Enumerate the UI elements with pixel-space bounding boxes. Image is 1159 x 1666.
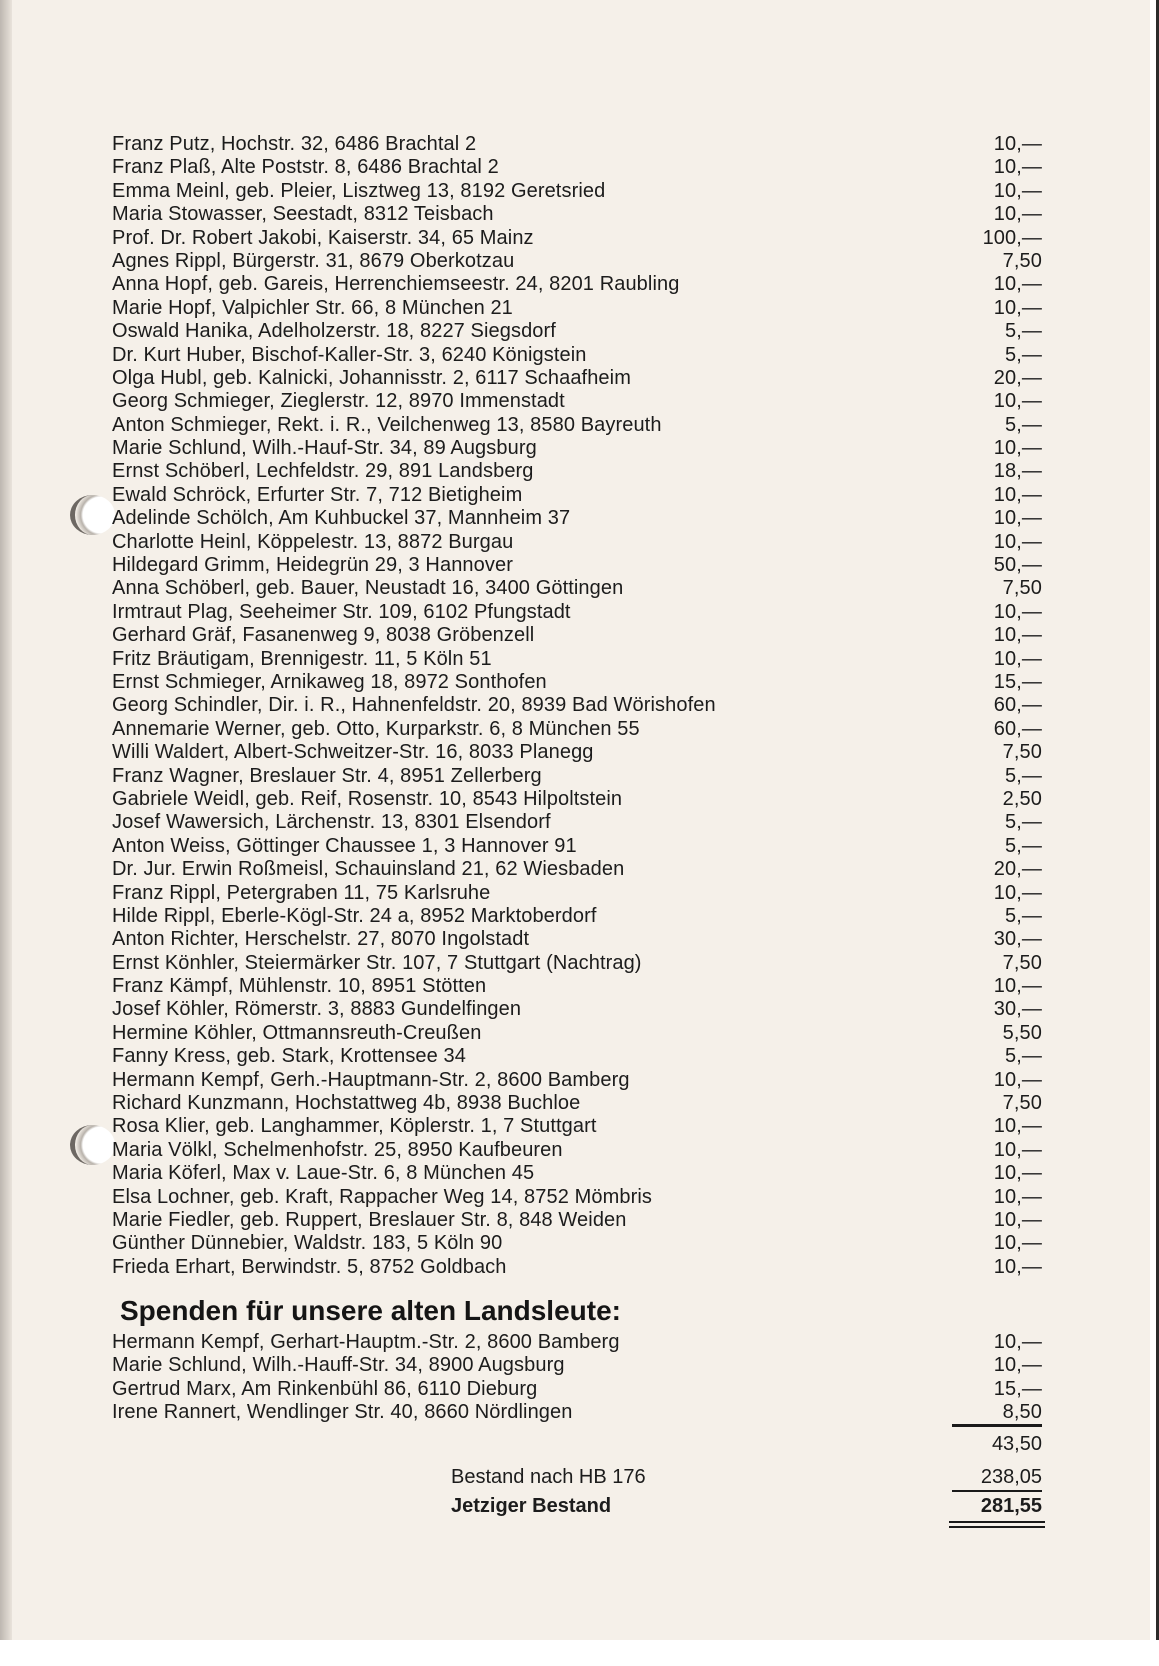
donor-row xyxy=(112,952,1042,975)
elder-donor-list xyxy=(112,1331,1042,1425)
total-double-underline-bottom xyxy=(949,1526,1045,1528)
donor-row xyxy=(112,297,1042,320)
donation-amount: 60,— xyxy=(993,694,1042,717)
donor-name: Franz Wagner, Breslauer Str. 4, 8951 Zellerberg xyxy=(112,764,542,787)
donor-row xyxy=(112,1022,1042,1045)
donation-amount: 10,— xyxy=(993,1232,1042,1255)
donor-name: Franz Kämpf, Mühlenstr. 10, 8951 Stötten xyxy=(112,975,487,998)
donation-amount: 7,50 xyxy=(1002,951,1042,974)
donor-row xyxy=(112,905,1042,928)
binding-spine xyxy=(0,0,12,1640)
donor-name: Josef Wawersich, Lärchenstr. 13, 8301 Elsendorf xyxy=(112,811,551,834)
donor-row xyxy=(112,1045,1042,1068)
donation-amount: 10,— xyxy=(993,156,1042,179)
donation-amount: 10,— xyxy=(993,273,1042,296)
donation-amount: 7,50 xyxy=(1002,577,1042,600)
donor-row xyxy=(112,1331,1042,1354)
donor-row xyxy=(112,390,1042,413)
donor-name: Anton Richter, Herschelstr. 27, 8070 Ingolstadt xyxy=(112,928,530,951)
donor-row xyxy=(112,1354,1042,1377)
donation-amount: 8,50 xyxy=(1002,1401,1042,1424)
donor-row xyxy=(112,811,1042,834)
donor-row xyxy=(112,227,1042,250)
donor-name: Dr. Jur. Erwin Roßmeisl, Schauinsland 21, 62 Wiesbaden xyxy=(112,858,625,881)
donation-amount: 5,— xyxy=(1005,764,1042,787)
donor-name: Franz Putz, Hochstr. 32, 6486 Brachtal 2 xyxy=(112,133,477,155)
donor-name: Irmtraut Plag, Seeheimer Str. 109, 6102 Pfungstadt xyxy=(112,600,571,623)
donation-amount: 7,50 xyxy=(1002,1092,1042,1115)
donor-name: Adelinde Schölch, Am Kuhbuckel 37, Mannheim 37 xyxy=(112,507,571,530)
donor-name: Fanny Kress, geb. Stark, Krottensee 34 xyxy=(112,1045,466,1068)
donor-row xyxy=(112,1115,1042,1138)
donation-amount: 10,— xyxy=(993,1115,1042,1138)
donor-row xyxy=(112,975,1042,998)
donation-amount: 10,— xyxy=(993,1068,1042,1091)
donation-amount: 5,— xyxy=(1005,343,1042,366)
donor-row xyxy=(112,765,1042,788)
donation-amount: 10,— xyxy=(993,507,1042,530)
donor-name: Gabriele Weidl, geb. Reif, Rosenstr. 10, 8543 Hilpoltstein xyxy=(112,787,623,810)
donation-amount: 5,— xyxy=(1005,320,1042,343)
donor-name: Frieda Erhart, Berwindstr. 5, 8752 Goldbach xyxy=(112,1255,507,1278)
donor-name: Ewald Schröck, Erfurter Str. 7, 712 Bietigheim xyxy=(112,483,523,506)
donor-row xyxy=(112,367,1042,390)
donation-amount: 15,— xyxy=(993,670,1042,693)
donation-amount: 10,— xyxy=(993,624,1042,647)
donor-row xyxy=(112,671,1042,694)
donation-amount: 10,— xyxy=(993,296,1042,319)
donation-amount: 100,— xyxy=(982,226,1042,249)
donor-name: Agnes Rippl, Bürgerstr. 31, 8679 Oberkotzau xyxy=(112,249,515,272)
donor-name: Ernst Könhler, Steiermärker Str. 107, 7 Stuttgart (Nachtrag) xyxy=(112,951,642,974)
donor-row xyxy=(112,554,1042,577)
donation-amount: 15,— xyxy=(993,1377,1042,1400)
current-balance-label: Jetziger Bestand xyxy=(451,1495,612,1517)
donation-amount: 10,— xyxy=(993,133,1042,155)
donor-name: Gertrud Marx, Am Rinkenbühl 86, 6110 Dieburg xyxy=(112,1377,538,1400)
donor-row xyxy=(112,460,1042,483)
donation-amount: 10,— xyxy=(993,483,1042,506)
donation-amount: 10,— xyxy=(993,1138,1042,1161)
donor-name: Maria Völkl, Schelmenhofstr. 25, 8950 Kaufbeuren xyxy=(112,1138,563,1161)
donor-row xyxy=(112,1092,1042,1115)
donor-row xyxy=(112,484,1042,507)
donor-name: Ernst Schmieger, Arnikaweg 18, 8972 Sonthofen xyxy=(112,670,547,693)
donation-amount: 10,— xyxy=(993,1354,1042,1377)
donor-name: Elsa Lochner, geb. Kraft, Rappacher Weg 14, 8752 Mömbris xyxy=(112,1185,652,1208)
donor-row xyxy=(112,414,1042,437)
donor-name: Maria Stowasser, Seestadt, 8312 Teisbach xyxy=(112,203,494,226)
donor-row xyxy=(112,788,1042,811)
donor-name: Marie Fiedler, geb. Ruppert, Breslauer Str. 8, 848 Weiden xyxy=(112,1208,627,1231)
punch-hole xyxy=(70,1125,115,1165)
donation-amount: 30,— xyxy=(993,928,1042,951)
donor-name: Anton Schmieger, Rekt. i. R., Veilchenweg 13, 8580 Bayreuth xyxy=(112,413,662,436)
donor-name: Hilde Rippl, Eberle-Kögl-Str. 24 a, 8952 Marktoberdorf xyxy=(112,904,597,927)
donor-name: Anna Schöberl, geb. Bauer, Neustadt 16, 3400 Göttingen xyxy=(112,577,624,600)
current-balance-value: 281,55 xyxy=(980,1495,1042,1517)
donor-name: Annemarie Werner, geb. Otto, Kurparkstr. 6, 8 München 55 xyxy=(112,717,640,740)
donor-row xyxy=(112,718,1042,741)
donor-row xyxy=(112,835,1042,858)
donor-row xyxy=(112,1139,1042,1162)
donor-name: Richard Kunzmann, Hochstattweg 4b, 8938 Buchloe xyxy=(112,1092,581,1115)
donor-name: Emma Meinl, geb. Pleier, Lisztweg 13, 8192 Geretsried xyxy=(112,179,606,202)
donor-name: Josef Köhler, Römerstr. 3, 8883 Gundelfingen xyxy=(112,998,522,1021)
donor-list xyxy=(112,133,1042,1279)
donor-row xyxy=(112,203,1042,226)
donor-name: Charlotte Heinl, Köppelestr. 13, 8872 Burgau xyxy=(112,530,514,553)
donation-amount: 10,— xyxy=(993,975,1042,998)
donation-amount: 7,50 xyxy=(1002,249,1042,272)
previous-balance-underline xyxy=(952,1490,1042,1492)
donation-amount: 10,— xyxy=(993,1255,1042,1278)
donor-row xyxy=(112,250,1042,273)
donation-amount: 50,— xyxy=(993,554,1042,577)
sum-underline xyxy=(952,1424,1042,1427)
donor-row xyxy=(112,858,1042,881)
donor-name: Oswald Hanika, Adelholzerstr. 18, 8227 Siegsdorf xyxy=(112,320,556,343)
donor-row xyxy=(112,1162,1042,1185)
donor-name: Maria Köferl, Max v. Laue-Str. 6, 8 München 45 xyxy=(112,1162,535,1185)
donor-row xyxy=(112,133,1042,156)
section-heading: Spenden für unsere alten Landsleute: xyxy=(120,1295,621,1326)
donor-row xyxy=(112,577,1042,600)
donor-name: Franz Plaß, Alte Poststr. 8, 6486 Brachtal 2 xyxy=(112,156,499,179)
donation-amount: 20,— xyxy=(993,366,1042,389)
donor-name: Irene Rannert, Wendlinger Str. 40, 8660 Nördlingen xyxy=(112,1401,573,1424)
donor-name: Georg Schindler, Dir. i. R., Hahnenfeldstr. 20, 8939 Bad Wörishofen xyxy=(112,694,716,717)
donation-amount: 10,— xyxy=(993,647,1042,670)
donor-row xyxy=(112,624,1042,647)
donor-name: Anton Weiss, Göttinger Chaussee 1, 3 Hannover 91 xyxy=(112,834,577,857)
donor-row xyxy=(112,320,1042,343)
donor-row xyxy=(112,741,1042,764)
donation-amount: 5,— xyxy=(1005,834,1042,857)
donor-row xyxy=(112,1069,1042,1092)
total-double-underline-top xyxy=(949,1521,1045,1523)
donation-amount: 10,— xyxy=(993,881,1042,904)
donor-row xyxy=(112,601,1042,624)
donor-row xyxy=(112,344,1042,367)
donor-row xyxy=(112,1186,1042,1209)
donor-row xyxy=(112,1256,1042,1279)
scan-margin xyxy=(0,1640,1159,1666)
donation-amount: 2,50 xyxy=(1002,787,1042,810)
donor-name: Marie Schlund, Wilh.-Hauf-Str. 34, 89 Augsburg xyxy=(112,437,537,460)
previous-balance-label: Bestand nach HB 176 xyxy=(451,1466,646,1488)
donation-amount: 20,— xyxy=(993,858,1042,881)
donor-name: Gerhard Gräf, Fasanenweg 9, 8038 Gröbenzell xyxy=(112,624,535,647)
donor-name: Hermann Kempf, Gerh.-Hauptmann-Str. 2, 8600 Bamberg xyxy=(112,1068,630,1091)
donor-name: Hildegard Grimm, Heidegrün 29, 3 Hannover xyxy=(112,554,513,577)
donor-name: Hermine Köhler, Ottmannsreuth-Creußen xyxy=(112,1021,482,1044)
donor-row xyxy=(112,156,1042,179)
donor-row xyxy=(112,1401,1042,1424)
donation-amount: 5,— xyxy=(1005,904,1042,927)
donor-row xyxy=(112,273,1042,296)
donation-amount: 10,— xyxy=(993,1185,1042,1208)
donation-amount: 60,— xyxy=(993,717,1042,740)
donor-name: Anna Hopf, geb. Gareis, Herrenchiemseestr. 24, 8201 Raubling xyxy=(112,273,680,296)
previous-balance-value: 238,05 xyxy=(980,1466,1042,1488)
donor-name: Hermann Kempf, Gerhart-Hauptm.-Str. 2, 8600 Bamberg xyxy=(112,1331,620,1353)
donor-row xyxy=(112,928,1042,951)
donor-row xyxy=(112,648,1042,671)
donation-amount: 5,50 xyxy=(1002,1021,1042,1044)
donation-amount: 5,— xyxy=(1005,811,1042,834)
donation-amount: 10,— xyxy=(993,530,1042,553)
donation-amount: 10,— xyxy=(993,179,1042,202)
donor-name: Günther Dünnebier, Waldstr. 183, 5 Köln 90 xyxy=(112,1232,503,1255)
donation-amount: 10,— xyxy=(993,390,1042,413)
donor-row xyxy=(112,531,1042,554)
donor-name: Marie Schlund, Wilh.-Hauff-Str. 34, 8900 Augsburg xyxy=(112,1354,565,1377)
donor-name: Prof. Dr. Robert Jakobi, Kaiserstr. 34, 65 Mainz xyxy=(112,226,534,249)
punch-hole xyxy=(70,495,115,535)
donation-amount: 10,— xyxy=(993,600,1042,623)
donation-amount: 30,— xyxy=(993,998,1042,1021)
donor-name: Ernst Schöberl, Lechfeldstr. 29, 891 Landsberg xyxy=(112,460,534,483)
donation-amount: 10,— xyxy=(993,1331,1042,1353)
donor-row xyxy=(112,1209,1042,1232)
donor-name: Georg Schmieger, Zieglerstr. 12, 8970 Immenstadt xyxy=(112,390,565,413)
donation-amount: 10,— xyxy=(993,437,1042,460)
donor-row xyxy=(112,1378,1042,1401)
donor-row xyxy=(112,1232,1042,1255)
donor-row xyxy=(112,998,1042,1021)
donor-row xyxy=(112,507,1042,530)
donor-name: Rosa Klier, geb. Langhammer, Köplerstr. 1, 7 Stuttgart xyxy=(112,1115,597,1138)
donor-name: Franz Rippl, Petergraben 11, 75 Karlsruhe xyxy=(112,881,491,904)
donation-amount: 10,— xyxy=(993,1208,1042,1231)
donor-row xyxy=(112,437,1042,460)
donor-name: Dr. Kurt Huber, Bischof-Kaller-Str. 3, 6240 Königstein xyxy=(112,343,587,366)
donation-amount: 5,— xyxy=(1005,1045,1042,1068)
donation-amount: 10,— xyxy=(993,1162,1042,1185)
donation-amount: 5,— xyxy=(1005,413,1042,436)
donor-row xyxy=(112,180,1042,203)
donor-name: Olga Hubl, geb. Kalnicki, Johannisstr. 2, 6117 Schaafheim xyxy=(112,366,631,389)
donation-amount: 10,— xyxy=(993,203,1042,226)
donor-row xyxy=(112,882,1042,905)
donor-row xyxy=(112,694,1042,717)
donor-name: Marie Hopf, Valpichler Str. 66, 8 München 21 xyxy=(112,296,513,319)
donation-amount: 18,— xyxy=(993,460,1042,483)
donor-name: Fritz Bräutigam, Brennigestr. 11, 5 Köln 51 xyxy=(112,647,492,670)
subtotal-value: 43,50 xyxy=(991,1433,1042,1455)
donation-amount: 7,50 xyxy=(1002,741,1042,764)
donor-name: Willi Waldert, Albert-Schweitzer-Str. 16, 8033 Planegg xyxy=(112,741,594,764)
